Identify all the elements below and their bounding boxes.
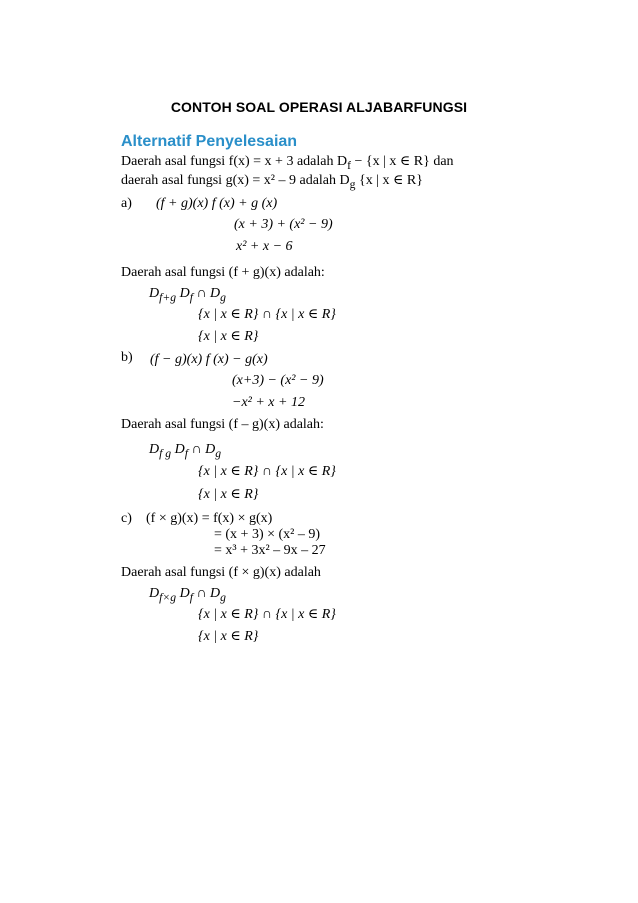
domain-a-line-3: {x | x ∈ R}: [198, 329, 259, 344]
intro-line-2: daerah asal fungsi g(x) = x² – 9 adalah $D_g$ {x | x ∈ R}: [121, 173, 423, 191]
domain-a-line-2: {x | x ∈ R} ∩ {x | x ∈ R}: [198, 307, 336, 322]
domain-b-line-3: {x | x ∈ R}: [198, 487, 259, 502]
domain-a-line-1: $D_{f+g}$ $D_f$ ∩ $D_g$: [149, 286, 226, 304]
part-b-line-2: (x+3) − (x² − 9): [232, 373, 324, 388]
part-a-line-1: (f + g)(x) f (x) + g (x): [156, 196, 278, 211]
intro-line-1: Daerah asal fungsi f(x) = x + 3 adalah $D_f - \{x$ | x ∈ R} dan: [121, 154, 454, 172]
part-b-label: b): [121, 350, 133, 365]
document-title: CONTOH SOAL OPERASI ALJABARFUNGSI: [170, 99, 468, 115]
part-a-line-2: (x + 3) + (x² − 9): [234, 217, 333, 232]
part-a-label: a): [121, 196, 132, 211]
domain-c-line-3: {x | x ∈ R}: [198, 629, 259, 644]
domain-b-line-1: $D_{f g}$ $D_f$ ∩ $D_g$: [149, 442, 222, 460]
domain-c-line-1: $D_{f\times g}$ $D_f$ ∩ $D_g$: [149, 586, 226, 604]
part-b-line-3: −x² + x + 12: [232, 395, 305, 406]
domain-c-line-2: {x | x ∈ R} ∩ {x | x ∈ R}: [198, 607, 336, 622]
part-c-line-1: (f × g)(x) = f(x) × g(x): [146, 511, 273, 526]
domain-c-heading: Daerah asal fungsi (f × g)(x) adalah: [121, 565, 321, 580]
solution-heading: Alternatif Penyelesaian: [121, 133, 298, 150]
domain-b-line-2: {x | x ∈ R} ∩ {x | x ∈ R}: [198, 464, 336, 479]
part-b-line-1: (f − g)(x) f (x) − g(x): [150, 352, 268, 367]
domain-b-heading: Daerah asal fungsi (f – g)(x) adalah:: [121, 417, 324, 432]
part-c-line-3: = x³ + 3x² – 9x – 27: [214, 543, 326, 558]
part-c-label: c): [121, 511, 132, 526]
domain-a-heading: Daerah asal fungsi (f + g)(x) adalah:: [121, 265, 325, 280]
part-c-line-2: = (x + 3) × (x² – 9): [214, 527, 321, 542]
part-a-line-3: x² + x − 6: [236, 239, 293, 254]
